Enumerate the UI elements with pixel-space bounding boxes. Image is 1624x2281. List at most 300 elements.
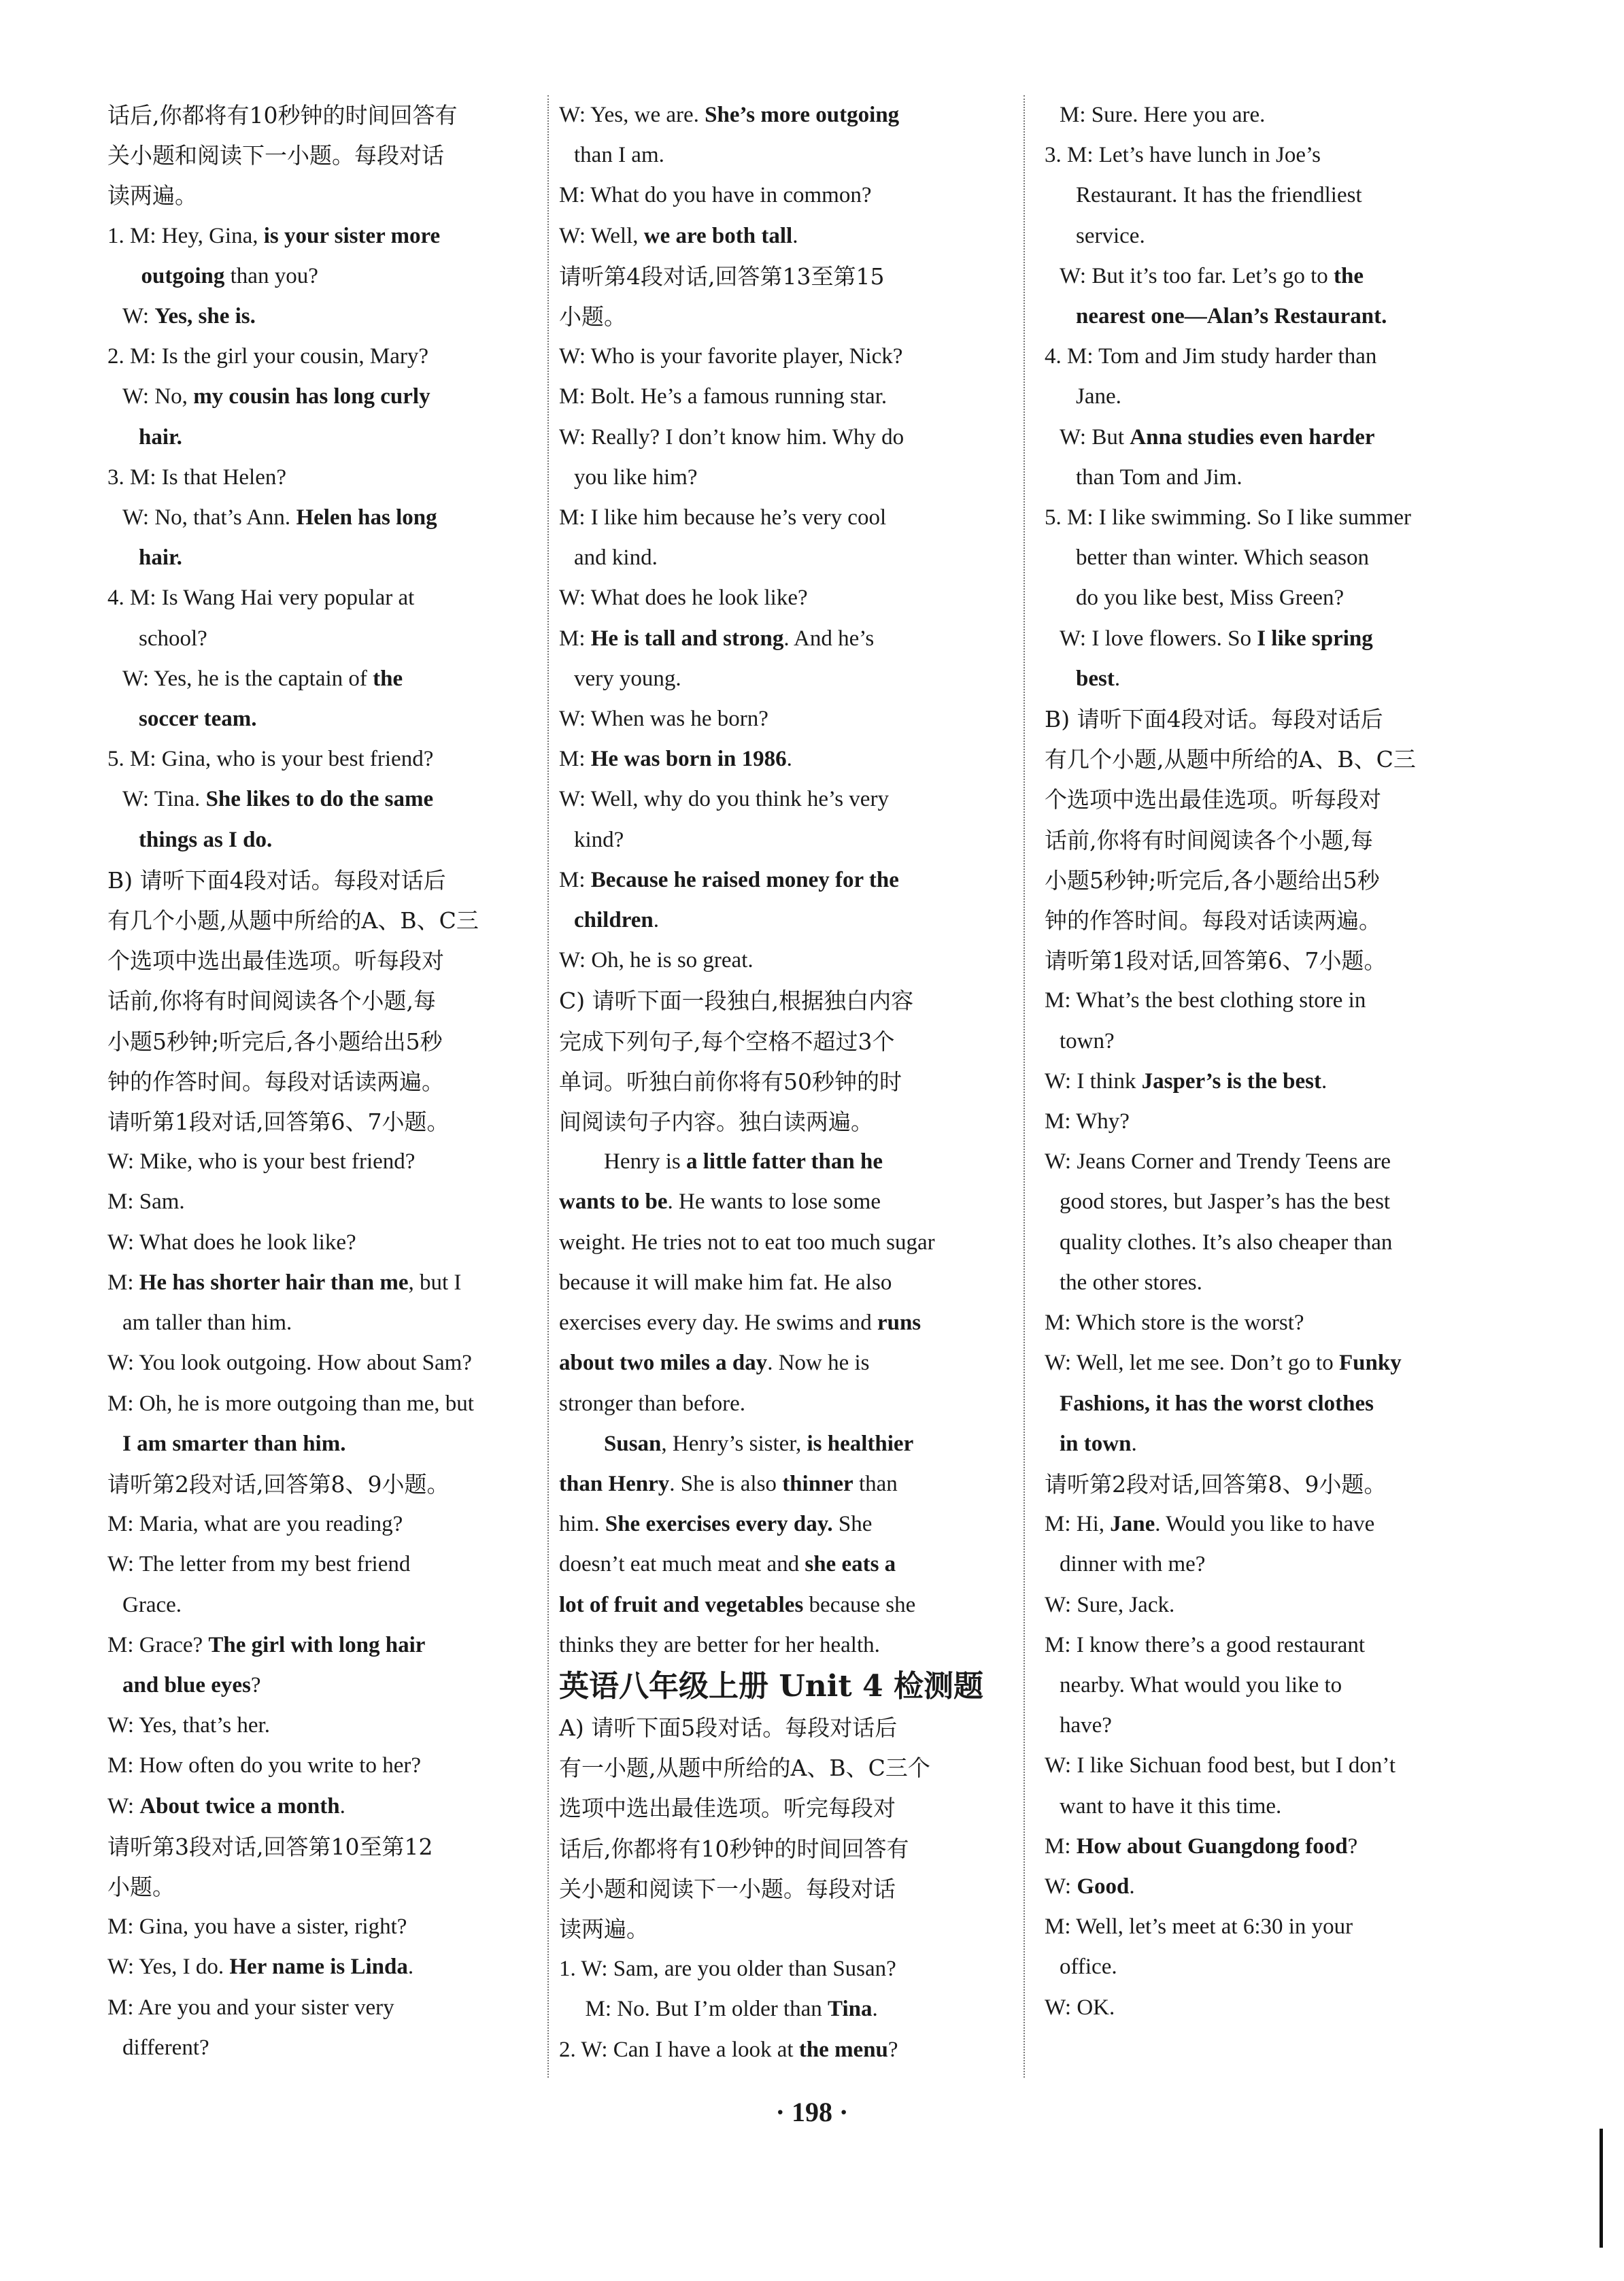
text-segment: M: Hi, (1045, 1512, 1111, 1537)
text-line (1045, 1585, 1480, 1625)
bold-answer-text: 英语八年级上册 Unit 4 检测题 (559, 1668, 983, 1704)
text-segment: W: Well, (559, 223, 644, 248)
text-line (559, 1909, 994, 1949)
text-line (559, 95, 994, 135)
text-segment: 读两遍。 (559, 1915, 649, 1942)
text-line (1045, 175, 1480, 216)
bold-answer-text: and blue eyes (122, 1672, 251, 1697)
text-segment: W: Who is your favorite player, Nick? (559, 344, 903, 369)
text-segment: M: Sure. Here you are. (1060, 103, 1266, 127)
text-line (1045, 1746, 1480, 1786)
text-line (559, 820, 994, 860)
text-segment: weight. He tries not to eat too much sugar (559, 1230, 935, 1255)
text-segment: . She is also (669, 1471, 783, 1496)
text-segment: 4. M: Tom and Jim study harder than (1045, 344, 1377, 369)
text-column-1 (107, 95, 543, 2068)
text-line (559, 297, 994, 337)
text-segment: W: Sure, Jack. (1045, 1592, 1175, 1617)
text-segment: 5. M: Gina, who is your best friend? (107, 747, 434, 772)
text-line (1045, 699, 1480, 739)
text-segment: W: But (1060, 424, 1130, 450)
text-line (559, 981, 994, 1021)
bold-answer-text: Her name is Linda (229, 1955, 408, 1980)
text-line (559, 941, 994, 981)
bold-answer-text: the (373, 666, 403, 691)
text-segment: . (872, 1997, 878, 2022)
text-segment: W: Well, why do you think he’s very (559, 787, 889, 812)
text-line (107, 1424, 543, 1464)
text-line (107, 1142, 543, 1182)
text-segment: doesn’t eat much meat and (559, 1552, 805, 1577)
text-line (107, 860, 543, 900)
text-segment: 单词。听独白前你将有50秒钟的时 (559, 1068, 902, 1095)
text-line (559, 1424, 994, 1464)
text-line (559, 659, 994, 699)
bold-answer-text: Funky (1338, 1351, 1402, 1376)
text-segment: M: Bolt. He’s a famous running star. (559, 384, 887, 409)
text-segment: than you? (224, 263, 318, 288)
text-line (1045, 1988, 1480, 2028)
bold-answer-text: Jane (1110, 1512, 1155, 1537)
text-segment: 3. M: Is that Helen? (107, 464, 287, 490)
text-segment: M: (559, 626, 591, 651)
text-line (559, 418, 994, 458)
text-line (559, 1303, 994, 1343)
text-line (559, 1748, 994, 1788)
text-segment: the other stores. (1060, 1270, 1202, 1295)
text-line (107, 1867, 543, 1907)
text-segment: M: Well, let’s meet at 6:30 in your (1045, 1914, 1353, 1940)
text-segment: different? (122, 2035, 209, 2060)
text-line (559, 1142, 994, 1182)
bold-answer-text: she eats a (805, 1552, 896, 1577)
text-segment: W: No, (122, 384, 194, 409)
text-line (1045, 95, 1480, 135)
text-segment: W: OK. (1045, 1995, 1115, 2020)
text-segment: . (339, 1793, 345, 1819)
text-segment: Henry is (604, 1149, 686, 1175)
text-line (1045, 337, 1480, 377)
text-line (1045, 1263, 1480, 1303)
text-line (107, 900, 543, 941)
text-segment: 间阅读句子内容。独白读两遍。 (559, 1109, 873, 1136)
text-line (559, 1182, 994, 1222)
text-line (1045, 458, 1480, 498)
text-line (107, 1062, 543, 1102)
text-segment: B) 请听下面4段对话。每段对话后 (107, 866, 446, 894)
text-line (559, 578, 994, 618)
text-segment: town? (1060, 1028, 1115, 1053)
text-segment: 2. M: Is the girl your cousin, Mary? (107, 344, 429, 369)
text-segment: exercises every day. He swims and (559, 1311, 877, 1336)
text-line (107, 1182, 543, 1222)
text-segment: 钟的作答时间。每段对话读两遍。 (107, 1068, 444, 1095)
bold-answer-text: lot of fruit and vegetables (559, 1592, 804, 1617)
text-line (107, 538, 543, 578)
text-segment: 话前,你将有时间阅读各个小题,每 (107, 987, 436, 1015)
text-segment: M: Gina, you have a sister, right? (107, 1914, 407, 1940)
text-segment: 2. W: Can I have a look at (559, 2037, 799, 2062)
text-segment: 4. M: Is Wang Hai very popular at (107, 586, 415, 611)
text-line (107, 377, 543, 417)
text-line (559, 1021, 994, 1062)
text-line (107, 578, 543, 618)
text-line (559, 498, 994, 538)
text-segment: W: Yes, he is the captain of (122, 666, 373, 691)
text-segment: 完成下列句子,每个空格不超过3个 (559, 1028, 895, 1055)
text-line (1045, 135, 1480, 175)
text-segment: than Tom and Jim. (1076, 464, 1242, 490)
text-segment: W: When was he born? (559, 707, 768, 732)
text-segment: 个选项中选出最佳选项。听每段对 (107, 947, 444, 975)
text-line (559, 1989, 994, 2029)
text-line (559, 1343, 994, 1383)
text-line (559, 1829, 994, 1869)
bold-answer-text: soccer team. (139, 707, 257, 732)
text-segment: 话后,你都将有10秒钟的时间回答有 (107, 102, 458, 129)
bold-answer-text: Jasper’s is the best (1141, 1068, 1321, 1094)
text-segment: ? (1347, 1834, 1358, 1859)
bold-answer-text: She exercises every day. (605, 1512, 833, 1537)
text-segment: am taller than him. (122, 1311, 292, 1336)
text-line (1045, 1827, 1480, 1867)
text-segment: W: Really? I don’t know him. Why do (559, 424, 904, 450)
text-segment: very young. (574, 666, 681, 691)
text-segment: . (1131, 1431, 1137, 1456)
text-segment: 1. M: Hey, Gina, (107, 223, 264, 248)
bold-answer-text: the menu (798, 2037, 888, 2062)
text-line (559, 377, 994, 417)
text-segment: 请听第1段对话,回答第6、7小题。 (1045, 947, 1387, 975)
text-segment: Grace. (122, 1592, 182, 1617)
text-segment: than I am. (574, 143, 664, 168)
text-line (107, 941, 543, 981)
bold-answer-text: thinner (782, 1471, 853, 1496)
text-line (559, 1625, 994, 1666)
text-line (1045, 1062, 1480, 1102)
text-line (107, 1021, 543, 1062)
text-line (107, 337, 543, 377)
text-line (559, 1102, 994, 1142)
text-line (107, 297, 543, 337)
text-segment: 小题5秒钟;听完后,各小题给出5秒 (107, 1028, 443, 1055)
text-line (1045, 900, 1480, 941)
bold-answer-text: about two miles a day (559, 1351, 768, 1376)
text-line (559, 538, 994, 578)
text-segment: 5. M: I like swimming. So I like summer (1045, 505, 1411, 530)
text-segment: W: Oh, he is so great. (559, 948, 754, 973)
text-line (1045, 659, 1480, 699)
text-segment: M: Are you and your sister very (107, 1995, 394, 2020)
text-line (107, 659, 543, 699)
text-segment: because she (803, 1592, 916, 1617)
text-segment: W: I like Sichuan food best, but I don’t (1045, 1753, 1395, 1778)
text-line (1045, 1464, 1480, 1504)
text-segment: W: No, that’s Ann. (122, 505, 297, 530)
text-segment: 读两遍。 (107, 182, 197, 209)
bold-answer-text: Yes, she is. (154, 304, 256, 329)
bold-answer-text: outgoing (141, 263, 225, 288)
text-segment: W: Tina. (122, 787, 206, 812)
text-segment: W: The letter from my best friend (107, 1552, 411, 1577)
text-line (559, 1263, 994, 1303)
text-segment: M: What do you have in common? (559, 183, 872, 208)
text-segment: 有一小题,从题中所给的A、B、C三个 (559, 1755, 930, 1782)
text-line (1045, 1384, 1480, 1424)
text-segment: 请听第3段对话,回答第10至第12 (107, 1833, 433, 1860)
text-segment: She (832, 1512, 873, 1537)
bold-answer-text: I am smarter than him. (122, 1431, 346, 1456)
text-line (559, 1708, 994, 1748)
text-line (559, 175, 994, 216)
text-line (559, 739, 994, 779)
bold-answer-text: runs (877, 1311, 921, 1336)
text-line (559, 216, 994, 256)
text-segment: . And he’s (783, 626, 875, 651)
text-segment (107, 264, 141, 288)
text-segment: M: Grace? (107, 1632, 209, 1657)
text-line (1045, 216, 1480, 256)
text-line (559, 337, 994, 377)
text-line (1045, 1544, 1480, 1585)
text-line (1045, 1625, 1480, 1666)
text-segment: Jane. (1076, 384, 1121, 409)
column-divider (547, 95, 549, 2078)
bold-answer-text: The girl with long hair (208, 1632, 426, 1657)
text-line (559, 256, 994, 297)
text-segment: 个选项中选出最佳选项。听每段对 (1045, 786, 1381, 813)
text-line (107, 1625, 543, 1666)
bold-answer-text: Helen has long (296, 505, 437, 530)
text-segment: A) 请听下面5段对话。每段对话后 (559, 1714, 898, 1741)
text-segment: M: Oh, he is more outgoing than me, but (107, 1391, 474, 1416)
text-segment: ? (250, 1672, 261, 1697)
bold-answer-text: hair. (139, 424, 182, 450)
text-line (107, 256, 543, 297)
text-segment: M: Sam. (107, 1189, 185, 1215)
bold-answer-text: Fashions, it has the worst clothes (1060, 1391, 1374, 1416)
bold-answer-text: hair. (139, 545, 182, 571)
text-segment: . (1129, 1874, 1135, 1899)
text-segment: 小题。 (107, 1873, 175, 1900)
bold-answer-text: in town (1060, 1431, 1132, 1456)
bold-answer-text: He was born in 1986 (590, 747, 787, 772)
text-line (1045, 739, 1480, 779)
text-line (1045, 1223, 1480, 1263)
text-line (107, 1384, 543, 1424)
bold-answer-text: She’s more outgoing (705, 103, 900, 127)
text-line (1045, 1666, 1480, 1706)
text-line (559, 1788, 994, 1828)
bold-answer-text: things as I do. (139, 827, 273, 852)
text-line (107, 1504, 543, 1544)
bold-answer-text: a little fatter than he (686, 1149, 883, 1175)
text-line (559, 2030, 994, 2070)
text-line (107, 418, 543, 458)
text-line (1045, 1504, 1480, 1544)
text-line (1045, 1102, 1480, 1142)
text-segment: 话前,你将有时间阅读各个小题,每 (1045, 826, 1373, 854)
text-line (107, 1827, 543, 1867)
text-segment: him. (559, 1512, 605, 1537)
text-line (107, 1544, 543, 1585)
text-segment: 关小题和阅读下一小题。每段对话 (107, 142, 444, 169)
text-line (559, 1869, 994, 1909)
text-segment: . (653, 908, 659, 933)
text-line (107, 1666, 543, 1706)
text-segment: thinks they are better for her health. (559, 1632, 880, 1657)
text-segment: 选项中选出最佳选项。听完每段对 (559, 1795, 896, 1822)
text-line (559, 1666, 994, 1708)
text-segment: do you like best, Miss Green? (1076, 586, 1344, 611)
text-segment: M: (559, 867, 591, 892)
bold-answer-text: best (1076, 666, 1115, 691)
text-segment: . Now he is (767, 1351, 870, 1376)
text-segment: W: Well, let me see. Don’t go to (1045, 1351, 1339, 1376)
text-line (107, 739, 543, 779)
text-line (107, 1223, 543, 1263)
text-segment: W: Jeans Corner and Trendy Teens are (1045, 1149, 1391, 1175)
text-line (107, 1988, 543, 2028)
text-line (1045, 1424, 1480, 1464)
bold-answer-text: than Henry (559, 1471, 670, 1496)
text-line (1045, 1021, 1480, 1062)
text-line (107, 1947, 543, 1987)
text-line (107, 1907, 543, 1947)
text-line (559, 900, 994, 941)
text-segment: 小题。 (559, 303, 626, 331)
text-segment: have? (1060, 1713, 1112, 1738)
bold-answer-text: nearest one—Alan’s Restaurant. (1076, 304, 1387, 329)
text-segment: better than winter. Which season (1076, 545, 1370, 571)
text-segment: W: Yes, that’s her. (107, 1713, 270, 1738)
text-segment: 3. M: Let’s have lunch in Joe’s (1045, 143, 1321, 168)
text-segment: ? (887, 2037, 898, 2062)
text-line (1045, 1343, 1480, 1383)
bold-answer-text: Because he raised money for the (590, 867, 899, 892)
text-segment: kind? (574, 827, 624, 852)
text-line (107, 1585, 543, 1625)
text-segment: . (1114, 666, 1121, 691)
text-line (559, 699, 994, 739)
text-segment: W: I love flowers. So (1060, 626, 1257, 651)
text-segment: 有几个小题,从题中所给的A、B、C三 (1045, 746, 1416, 773)
text-line (559, 1464, 994, 1504)
text-segment: 话后,你都将有10秒钟的时间回答有 (559, 1835, 909, 1862)
text-segment: C) 请听下面一段独白,根据独白内容 (559, 987, 914, 1015)
bold-answer-text: we are both tall (643, 223, 793, 248)
text-segment: M: (1045, 1834, 1077, 1859)
scan-edge-mark (1600, 2129, 1603, 2248)
text-line (1045, 578, 1480, 618)
text-line (1045, 538, 1480, 578)
text-line (107, 175, 543, 216)
text-line (1045, 1867, 1480, 1907)
bold-answer-text: Susan (604, 1431, 662, 1456)
text-segment: quality clothes. It’s also cheaper than (1060, 1230, 1393, 1255)
text-line (559, 1949, 994, 1989)
text-line (107, 498, 543, 538)
text-line (1045, 1706, 1480, 1746)
text-line (107, 135, 543, 175)
text-line (559, 779, 994, 820)
text-line (559, 1384, 994, 1424)
text-line (107, 1303, 543, 1343)
text-line (1045, 1947, 1480, 1987)
text-line (107, 458, 543, 498)
text-segment: W: But it’s too far. Let’s go to (1060, 263, 1334, 288)
text-segment: W: I think (1045, 1068, 1142, 1094)
bold-answer-text: is healthier (807, 1431, 914, 1456)
text-line (1045, 418, 1480, 458)
text-segment: Restaurant. It has the friendliest (1076, 183, 1362, 208)
text-line (107, 1706, 543, 1746)
text-line (559, 135, 994, 175)
column-divider (1024, 95, 1025, 2078)
text-segment: good stores, but Jasper’s has the best (1060, 1189, 1391, 1215)
text-line (559, 1585, 994, 1625)
text-segment: school? (139, 626, 207, 651)
bold-answer-text: Tina (828, 1997, 873, 2022)
bold-answer-text: wants to be (559, 1189, 668, 1215)
text-segment: . Would you like to have (1155, 1512, 1375, 1537)
text-segment: . He wants to lose some (667, 1189, 881, 1215)
text-segment: M: Maria, what are you reading? (107, 1512, 403, 1537)
text-line (1045, 860, 1480, 900)
text-line (1045, 941, 1480, 981)
text-segment: . (407, 1955, 414, 1980)
text-line (107, 1787, 543, 1827)
text-segment: you like him? (574, 464, 698, 490)
text-segment: . (786, 747, 792, 772)
text-segment: M: (107, 1270, 139, 1295)
text-segment: than (853, 1471, 898, 1496)
text-segment: W: Mike, who is your best friend? (107, 1149, 416, 1175)
text-segment: W: You look outgoing. How about Sam? (107, 1351, 472, 1376)
text-line (107, 1263, 543, 1303)
bold-answer-text: is your sister more (263, 223, 441, 248)
text-line (107, 619, 543, 659)
text-segment: want to have it this time. (1060, 1793, 1282, 1819)
bold-answer-text: I like spring (1257, 626, 1373, 651)
text-line (1045, 779, 1480, 820)
text-line (559, 619, 994, 659)
text-segment: M: How often do you write to her? (107, 1753, 421, 1778)
bold-answer-text: She likes to do the same (205, 787, 434, 812)
text-line (1045, 1142, 1480, 1182)
bold-answer-text: my cousin has long curly (193, 384, 430, 409)
text-line (107, 699, 543, 739)
text-line (559, 1062, 994, 1102)
text-line (1045, 498, 1480, 538)
text-segment: M: No. But I’m older than (574, 1997, 828, 2022)
text-segment: . (792, 223, 798, 248)
text-segment: and kind. (574, 545, 658, 571)
text-line (1045, 1303, 1480, 1343)
text-segment: , but I (408, 1270, 462, 1295)
text-line (1045, 981, 1480, 1021)
text-segment: M: I like him because he’s very cool (559, 505, 887, 530)
text-line (107, 1343, 543, 1383)
text-line (559, 860, 994, 900)
text-segment: W: (122, 304, 155, 329)
text-segment: 请听第2段对话,回答第8、9小题。 (1045, 1470, 1387, 1498)
text-line (559, 1223, 994, 1263)
text-line (107, 981, 543, 1021)
text-segment: 有几个小题,从题中所给的A、B、C三 (107, 907, 479, 934)
text-segment: W: What does he look like? (107, 1230, 356, 1255)
text-segment: B) 请听下面4段对话。每段对话后 (1045, 706, 1383, 733)
